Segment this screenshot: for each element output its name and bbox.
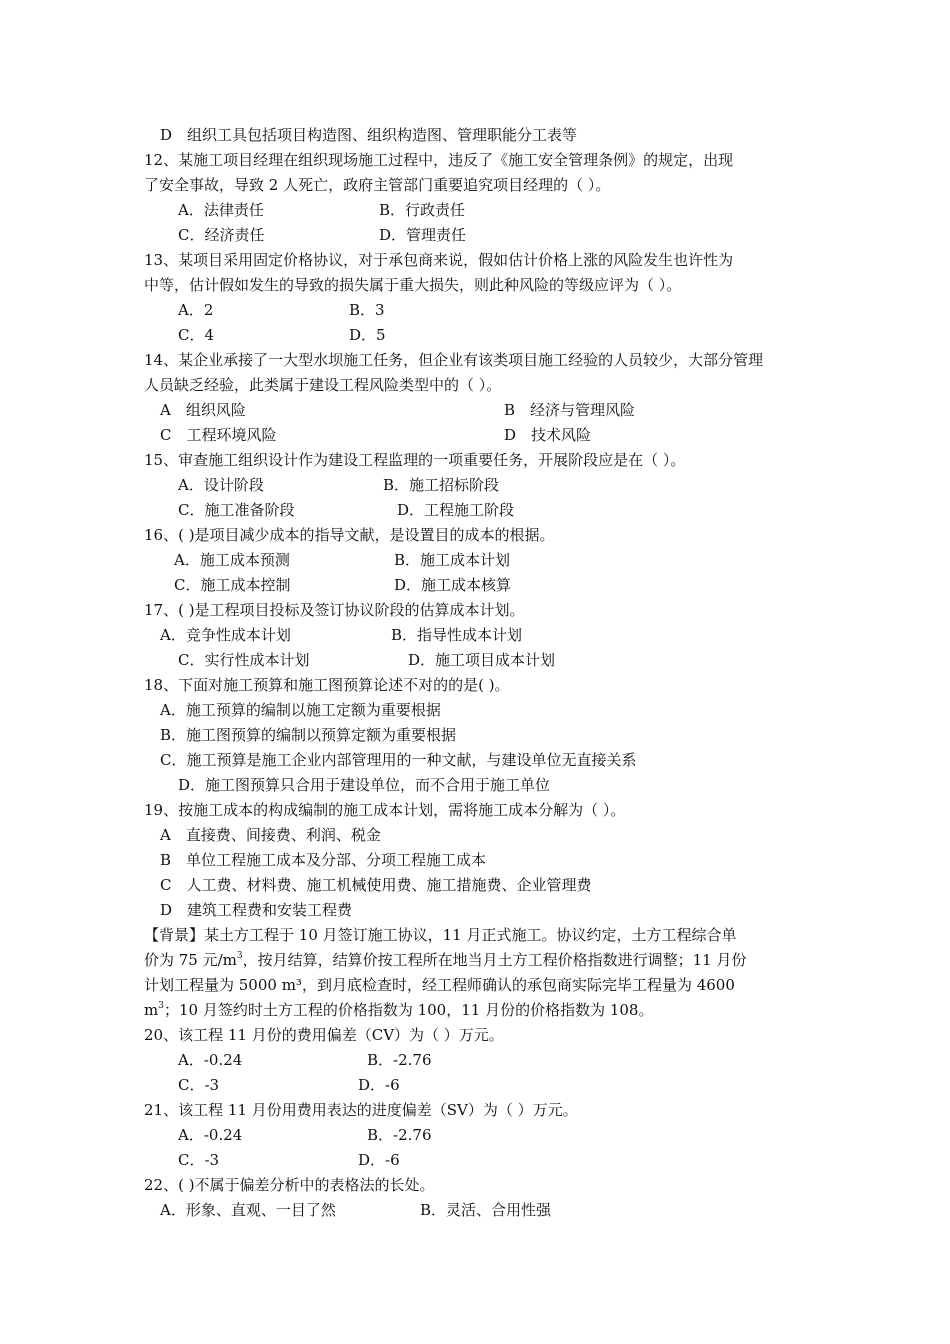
question-21-text: 21、该工程 11 月份用费用表达的进度偏差（SV）为（ ）万元。 [144, 1101, 578, 1119]
q16-option-c: C．施工成本控制 [174, 576, 291, 594]
q17-option-c: C．实行性成本计划 [178, 651, 310, 669]
q21-option-b: B．-2.76 [367, 1126, 432, 1144]
q17-option-b: B．指导性成本计划 [391, 626, 523, 644]
background-text-line-2 [144, 950, 747, 970]
background-text-part: ，按月结算，结算价按工程所在地当月土方工程价格指数进行调整；11 月份 [242, 951, 747, 969]
question-15-text: 15、审查施工组织设计作为建设工程监理的一项重要任务，开展阶段应是在（ ）。 [144, 451, 686, 469]
q14-option-d: D 技术风险 [504, 426, 592, 444]
q18-option-d: D．施工图预算只合用于建设单位，而不合用于施工单位 [178, 776, 551, 794]
q21-option-d: D．-6 [358, 1151, 400, 1169]
q19-option-a: A 直接费、间接费、利润、税金 [160, 826, 381, 844]
background-text-line-4 [144, 1000, 653, 1020]
q21-option-a: A．-0.24 [178, 1126, 243, 1144]
q20-option-d: D．-6 [358, 1076, 400, 1094]
question-13-text-cont: 中等，估计假如发生的导致的损失属于重大损失，则此种风险的等级应评为（ ）。 [144, 276, 682, 294]
q18-option-a: A．施工预算的编制以施工定额为重要根据 [160, 701, 441, 719]
superscript-3: 3 [236, 951, 243, 961]
background-text-part: 价为 75 元/m [144, 951, 237, 969]
q14-option-c: C 工程环境风险 [160, 426, 277, 444]
q15-option-d: D．工程施工阶段 [397, 501, 515, 519]
q12-option-b: B．行政责任 [379, 201, 466, 219]
q12-option-a: A．法律责任 [178, 201, 264, 219]
q14-option-a: A 组织风险 [160, 401, 246, 419]
q13-option-c: C．4 [178, 326, 215, 344]
option-d-previous: D 组织工具包括项目构造图、组织构造图、管理职能分工表等 [160, 126, 578, 144]
q18-option-c: C．施工预算是施工企业内部管理用的一种文献，与建设单位无直接关系 [160, 751, 637, 769]
question-13-text: 13、某项目采用固定价格协议，对于承包商来说，假如估计价格上涨的风险发生也许性为 [144, 251, 734, 269]
question-12-text-cont: 了安全事故，导致 2 人死亡，政府主管部门重要追究项目经理的（ ）。 [144, 176, 611, 194]
q20-option-b: B．-2.76 [367, 1051, 432, 1069]
question-17-text: 17、( )是工程项目投标及签订协议阶段的估算成本计划。 [144, 601, 525, 619]
q20-option-a: A．-0.24 [178, 1051, 243, 1069]
q19-option-c: C 人工费、材料费、施工机械使用费、施工措施费、企业管理费 [160, 876, 592, 894]
q20-option-c: C．-3 [178, 1076, 220, 1094]
q17-option-a: A．竞争性成本计划 [160, 626, 291, 644]
question-22-text: 22、( )不属于偏差分析中的表格法的长处。 [144, 1176, 435, 1194]
q13-option-b: B．3 [349, 301, 385, 319]
question-20-text: 20、该工程 11 月份的费用偏差（CV）为（ ）万元。 [144, 1026, 504, 1044]
q21-option-c: C．-3 [178, 1151, 220, 1169]
q22-option-a: A．形象、直观、一目了然 [160, 1201, 336, 1219]
q19-option-d: D 建筑工程费和安装工程费 [160, 901, 353, 919]
question-14-text: 14、某企业承接了一大型水坝施工任务，但企业有该类项目施工经验的人员较少，大部分管理 [144, 351, 764, 369]
question-14-text-cont: 人员缺乏经验，此类属于建设工程风险类型中的（ ）。 [144, 376, 502, 394]
background-text-line-3: 计划工程量为 5000 m³，到月底检查时，经工程师确认的承包商实际完毕工程量为 4600 [144, 976, 735, 994]
q14-option-b: B 经济与管理风险 [504, 401, 636, 419]
q18-option-b: B．施工图预算的编制以预算定额为重要根据 [160, 726, 457, 744]
q12-option-c: C．经济责任 [178, 226, 265, 244]
q16-option-d: D．施工成本核算 [394, 576, 512, 594]
q19-option-b: B 单位工程施工成本及分部、分项工程施工成本 [160, 851, 487, 869]
background-text-part: ；10 月签约时土方工程的价格指数为 100，11 月份的价格指数为 108。 [163, 1001, 654, 1019]
question-19-text: 19、按施工成本的构成编制的施工成本计划，需将施工成本分解为（ ）。 [144, 801, 626, 819]
background-text-part: m [144, 1001, 159, 1019]
q22-option-b: B．灵活、合用性强 [420, 1201, 552, 1219]
q13-option-a: A．2 [178, 301, 214, 319]
q15-option-c: C．施工准备阶段 [178, 501, 295, 519]
question-12-text: 12、某施工项目经理在组织现场施工过程中，违反了《施工安全管理条例》的规定，出现 [144, 151, 734, 169]
q17-option-d: D．施工项目成本计划 [408, 651, 556, 669]
background-text-line-1: 【背景】某土方工程于 10 月签订施工协议，11 月正式施工。协议约定，土方工程综合单 [144, 926, 737, 944]
q16-option-a: A．施工成本预测 [174, 551, 290, 569]
question-18-text: 18、下面对施工预算和施工图预算论述不对的的是( )。 [144, 676, 510, 694]
q13-option-d: D．5 [349, 326, 386, 344]
question-16-text: 16、( )是项目减少成本的指导文献，是设置目的成本的根据。 [144, 526, 555, 544]
q12-option-d: D．管理责任 [379, 226, 467, 244]
q15-option-a: A．设计阶段 [178, 476, 264, 494]
q16-option-b: B．施工成本计划 [394, 551, 511, 569]
superscript-3: 3 [158, 1001, 164, 1011]
q15-option-b: B．施工招标阶段 [383, 476, 500, 494]
